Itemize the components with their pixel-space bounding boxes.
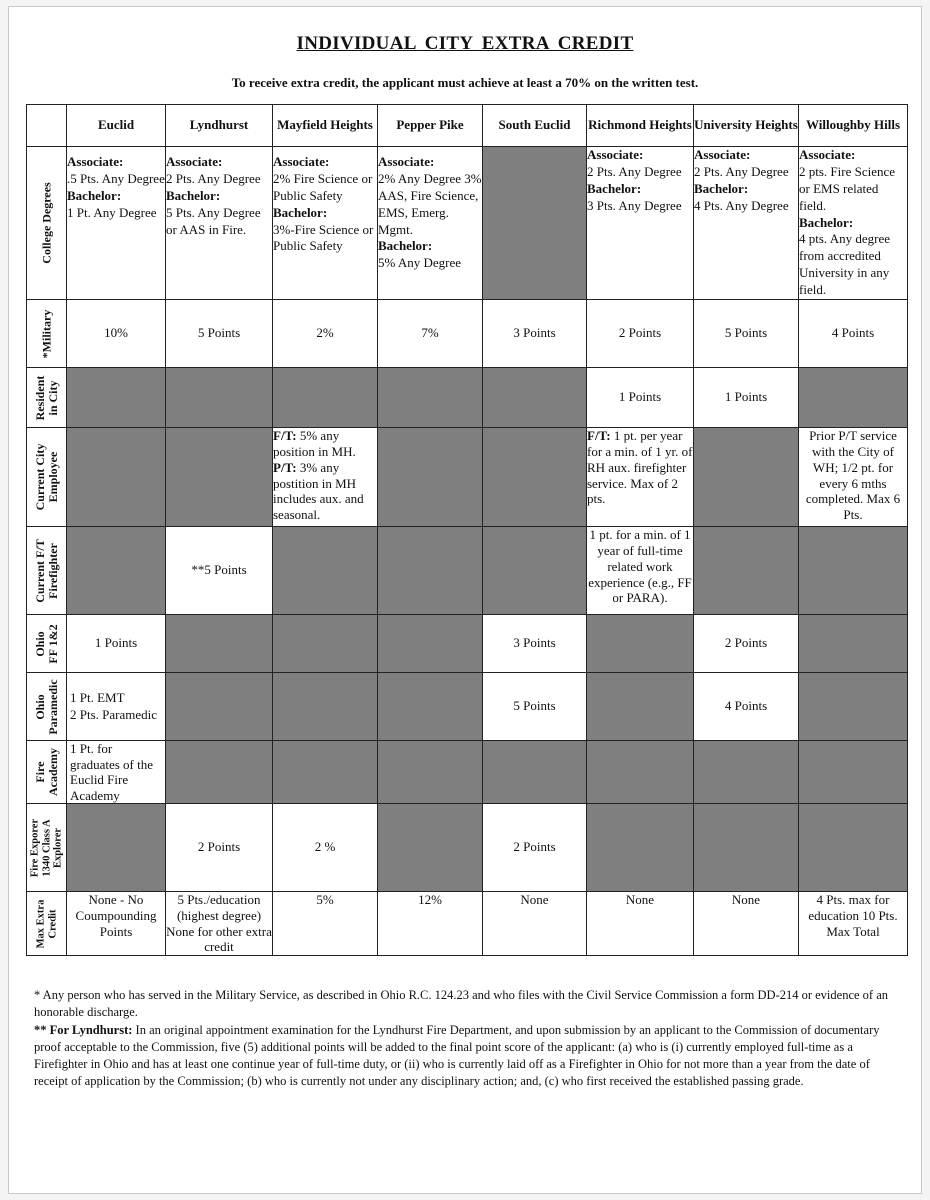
cell-ohio-ff-university: 2 Points [694,615,799,673]
cell-explorer-lyndhurst: 2 Points [166,804,273,892]
cell-ohio-ff-pepper-pike [378,615,483,673]
cell-college-richmond: Associate: 2 Pts. Any Degree Bachelor: 3 Pts. Any Degree [587,147,694,300]
cell-employee-mayfield: F/T: 5% any position in MH. P/T: 3% any postition in MH includes aux. and seasonal. [273,428,378,527]
row-ohio-paramedic [27,673,908,741]
row-ohio-ff [27,615,908,673]
cell-academy-willoughby [799,741,908,804]
cell-explorer-south-euclid: 2 Points [483,804,587,892]
cell-college-willoughby: Associate: 2 pts. Fire Science or EMS related field. Bachelor: 4 pts. Any degree from accredited University in any field. [799,147,908,300]
cell-firefighter-south-euclid [483,527,587,615]
cell-college-lyndhurst: Associate: 2 Pts. Any Degree Bachelor: 5 Pts. Any Degree or AAS in Fire. [166,147,273,300]
cell-firefighter-euclid [67,527,166,615]
row-label-city-employee: Current City Employee [27,428,67,527]
cell-academy-south-euclid [483,741,587,804]
cell-academy-university [694,741,799,804]
cell-college-euclid: Associate: .5 Pts. Any Degree Bachelor: 1 Pt. Any Degree [67,147,166,300]
cell-paramedic-mayfield [273,673,378,741]
footnote-lyndhurst [34,1022,904,1091]
cell-resident-euclid [67,368,166,428]
row-ft-firefighter [27,527,908,615]
row-label-ohio-ff: Ohio FF 1&2 [27,615,67,673]
footnote-lyndhurst-text: In an original appointment examination for the Lyndhurst Fire Department, and upon submission by an applicant to the Commission of documentary proof acceptable to the Commission, five (5) additional points will be added to the final point score of the applicant: (a) who is (i) currently employed full-time as a Firefighter in Ohio and has at least one continue year of full-time duty, or (ii) who is currently laid off as a Firefighter in Ohio for not more than a year from the date of receipt of application by the Commission; (b) who is currently not under any disciplinary action; and, (c) who first received the established passing grade. [34,1022,880,1089]
row-fire-academy [27,741,908,804]
row-label-resident: Resident in City [27,368,67,428]
cell-resident-university: 1 Points [694,368,799,428]
city-header-euclid: Euclid [67,105,166,147]
cell-military-university: 5 Points [694,300,799,368]
header-row [27,105,908,147]
cell-military-richmond: 2 Points [587,300,694,368]
cell-resident-pepper-pike [378,368,483,428]
row-label-max-extra-credit: Max Extra Credit [27,892,67,956]
cell-paramedic-willoughby [799,673,908,741]
cell-max-richmond: None [587,892,694,956]
row-resident [27,368,908,428]
city-header-mayfield-heights: Mayfield Heights [273,105,378,147]
cell-max-willoughby: 4 Pts. max for education 10 Pts. Max Total [799,892,908,956]
cell-ohio-ff-euclid: 1 Points [67,615,166,673]
cell-ohio-ff-mayfield [273,615,378,673]
cell-college-mayfield: Associate: 2% Fire Science or Public Safety Bachelor: 3%-Fire Science or Public Safety [273,147,378,300]
cell-academy-pepper-pike [378,741,483,804]
footnotes [34,987,904,1091]
footnote-military: * Any person who has served in the Military Service, as described in Ohio R.C. 124.23 and who files with the Civil Service Commission a form DD-214 or evidence of an honorable discharge. [34,988,889,1020]
row-label-college-degrees: College Degrees [27,147,67,300]
cell-employee-willoughby: Prior P/T service with the City of WH; 1/2 pt. for every 6 mths completed. Max 6 Pts. [799,428,908,527]
city-header-pepper-pike: Pepper Pike [378,105,483,147]
cell-college-university: Associate: 2 Pts. Any Degree Bachelor: 4 Pts. Any Degree [694,147,799,300]
extra-credit-table [26,104,908,956]
cell-academy-mayfield [273,741,378,804]
footnote-lyndhurst-label: ** For Lyndhurst: [34,1022,133,1037]
cell-military-euclid: 10% [67,300,166,368]
city-header-willoughby-hills: Willoughby Hills [799,105,908,147]
cell-explorer-mayfield: 2 % [273,804,378,892]
cell-paramedic-pepper-pike [378,673,483,741]
cell-max-south-euclid: None [483,892,587,956]
cell-resident-mayfield [273,368,378,428]
cell-firefighter-willoughby [799,527,908,615]
cell-military-south-euclid: 3 Points [483,300,587,368]
page-title: INDIVIDUAL CITY EXTRA CREDIT [296,33,634,54]
cell-military-pepper-pike: 7% [378,300,483,368]
cell-employee-south-euclid [483,428,587,527]
cell-max-university: None [694,892,799,956]
cell-employee-euclid [67,428,166,527]
row-city-employee [27,428,908,527]
cell-academy-richmond [587,741,694,804]
row-label-military: *Military [27,300,67,368]
cell-firefighter-university [694,527,799,615]
row-college-degrees [27,147,908,300]
cell-academy-lyndhurst [166,741,273,804]
cell-firefighter-pepper-pike [378,527,483,615]
cell-resident-lyndhurst [166,368,273,428]
corner-cell [27,105,67,147]
cell-max-lyndhurst: 5 Pts./education (highest degree) None for other extra credit [166,892,272,955]
cell-military-lyndhurst: 5 Points [166,300,273,368]
cell-explorer-richmond [587,804,694,892]
cell-paramedic-university: 4 Points [694,673,799,741]
cell-resident-south-euclid [483,368,587,428]
cell-paramedic-richmond [587,673,694,741]
cell-explorer-euclid [67,804,166,892]
row-label-ft-firefighter: Current F/T Firefighter [27,527,67,615]
cell-max-euclid: None - No Coumpounding Points [67,892,166,956]
cell-paramedic-south-euclid: 5 Points [483,673,587,741]
row-label-fire-explorer: Fire Exporer 1340 Class A Explorer [27,804,67,892]
cell-explorer-university [694,804,799,892]
page-subtitle: To receive extra credit, the applicant must achieve at least a 70% on the written test. [231,75,699,90]
cell-firefighter-lyndhurst: **5 Points [166,527,273,615]
cell-college-south-euclid [483,147,587,300]
cell-academy-euclid: 1 Pt. for graduates of the Euclid Fire Academy [67,741,166,804]
cell-employee-richmond: F/T: 1 pt. per year for a min. of 1 yr. of RH aux. firefighter service. Max of 2 pts. [587,428,694,527]
cell-employee-lyndhurst [166,428,273,527]
city-header-lyndhurst: Lyndhurst [166,105,273,147]
cell-paramedic-lyndhurst [166,673,273,741]
cell-employee-pepper-pike [378,428,483,527]
cell-firefighter-richmond: 1 pt. for a min. of 1 year of full-time related work experience (e.g., FF or PARA). [587,527,694,615]
cell-ohio-ff-lyndhurst [166,615,273,673]
cell-paramedic-euclid: 1 Pt. EMT 2 Pts. Paramedic [67,673,166,741]
cell-military-willoughby: 4 Points [799,300,908,368]
cell-resident-richmond: 1 Points [587,368,694,428]
row-fire-explorer [27,804,908,892]
row-label-ohio-paramedic: Ohio Paramedic [27,673,67,741]
city-header-university-heights: University Heights [694,105,799,147]
cell-ohio-ff-south-euclid: 3 Points [483,615,587,673]
row-label-fire-academy: Fire Academy [27,741,67,804]
cell-firefighter-mayfield [273,527,378,615]
cell-resident-willoughby [799,368,908,428]
cell-max-pepper-pike: 12% [378,892,483,956]
cell-explorer-pepper-pike [378,804,483,892]
cell-max-mayfield: 5% [273,892,378,956]
cell-ohio-ff-richmond [587,615,694,673]
cell-ohio-ff-willoughby [799,615,908,673]
row-max-extra-credit [27,892,908,956]
row-military [27,300,908,368]
city-header-richmond-heights: Richmond Heights [587,105,694,147]
cell-explorer-willoughby [799,804,908,892]
cell-college-pepper-pike: Associate: 2% Any Degree 3% AAS, Fire Science, EMS, Emerg. Mgmt. Bachelor: 5% Any Degree [378,147,483,300]
city-header-south-euclid: South Euclid [483,105,587,147]
cell-employee-university [694,428,799,527]
cell-military-mayfield: 2% [273,300,378,368]
